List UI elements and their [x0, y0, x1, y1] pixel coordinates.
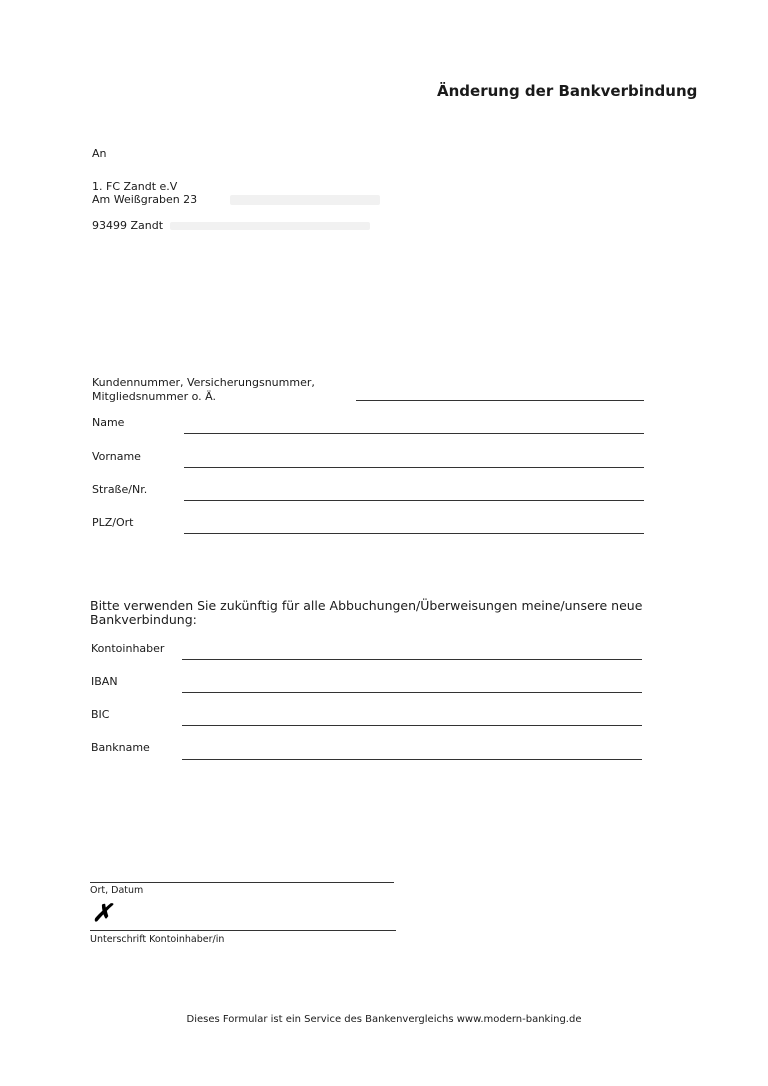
customer-number-label: Kundennummer, Versicherungsnummer, Mitgliedsnummer o. Ä. [92, 376, 315, 403]
signature-x-mark: ✗ [92, 898, 113, 927]
city-label: PLZ/Ort [92, 516, 134, 529]
name-label: Name [92, 416, 125, 429]
bankname-label: Bankname [91, 741, 150, 754]
bic-field[interactable] [182, 725, 642, 726]
city-field[interactable] [184, 533, 644, 534]
recipient-line-1: 1. FC Zandt e.V [92, 180, 178, 193]
iban-label: IBAN [91, 675, 118, 688]
account-holder-field[interactable] [182, 659, 642, 660]
signature-label: Unterschrift Kontoinhaber/in [90, 934, 225, 945]
firstname-label: Vorname [92, 450, 141, 463]
document-title: Änderung der Bankverbindung [437, 82, 698, 100]
recipient-line-3: 93499 Zandt [92, 219, 164, 232]
bic-label: BIC [91, 708, 110, 721]
recipient-line-2: Am Weißgraben 23 [92, 193, 198, 206]
place-date-label: Ort, Datum [90, 885, 144, 896]
account-holder-label: Kontoinhaber [91, 642, 165, 655]
footer-text: Dieses Formular ist ein Service des Bankenvergleichs www.modern-banking.de [186, 1014, 582, 1025]
street-field[interactable] [184, 500, 644, 501]
scan-artifact [170, 222, 370, 230]
firstname-field[interactable] [184, 467, 644, 468]
customer-number-field[interactable] [356, 400, 644, 401]
bankname-field[interactable] [182, 759, 642, 760]
scan-artifact [230, 195, 380, 205]
bank-intro-text: Bitte verwenden Sie zukünftig für alle Abbuchungen/Überweisungen meine/unsere neue Bankverbindung: [90, 598, 643, 627]
street-label: Straße/Nr. [92, 483, 148, 496]
place-date-field[interactable] [90, 882, 394, 883]
signature-field[interactable] [90, 930, 396, 931]
iban-field[interactable] [182, 692, 642, 693]
recipient-to-label: An [92, 147, 107, 160]
name-field[interactable] [184, 433, 644, 434]
